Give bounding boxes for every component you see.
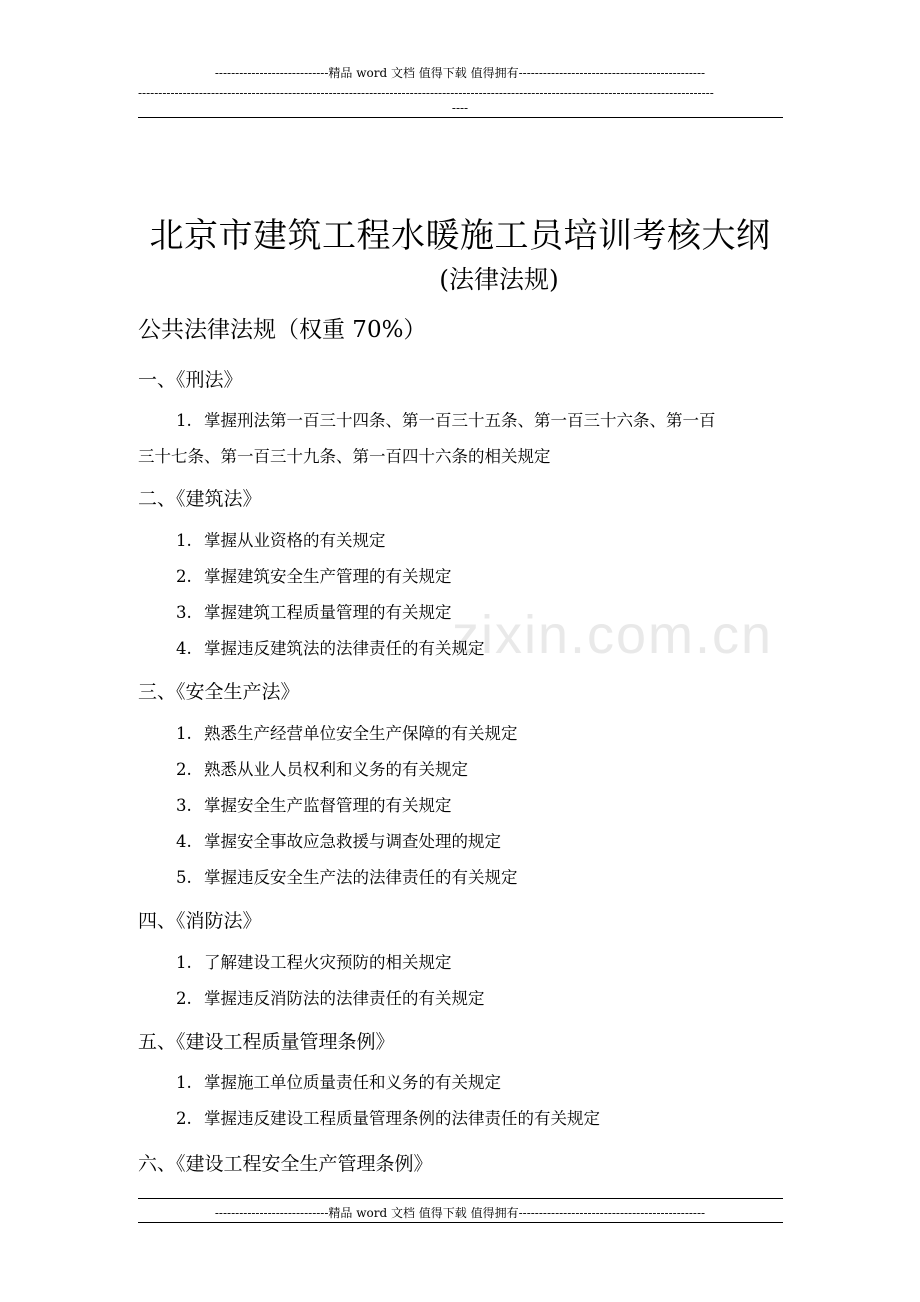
list-item [176,529,386,553]
item-text: 熟悉从业人员权利和义务的有关规定 [204,760,468,779]
item-number: 5. [176,868,192,887]
item-number: 1. [176,1073,192,1092]
item-text: 掌握建筑安全生产管理的有关规定 [204,567,452,586]
list-item [176,866,518,890]
list-item [176,758,468,782]
item-text: 了解建设工程火灾预防的相关规定 [204,953,452,972]
item-text: 掌握刑法第一百三十四条、第一百三十五条、第一百三十六条、第一百 [204,411,716,430]
item-number: 3. [176,603,192,622]
list-item [176,601,452,625]
list-item [176,1107,600,1131]
item-text: 掌握违反安全生产法的法律责任的有关规定 [204,868,518,887]
list-item [176,830,501,854]
watermark: zixin.com.cn [452,605,774,665]
item-text: 掌握从业资格的有关规定 [204,531,386,550]
footer-rule [138,1198,783,1199]
item-number: 4. [176,832,192,851]
header-banner-text: ----------------------------精品 word 文档 值得下载 值得拥有---------------------------------------------- [214,66,706,80]
item-number: 1. [176,531,192,550]
public-heading: 公共法律法规（权重 70%） [138,317,427,343]
header-dash-tail: ---- [451,101,469,115]
document-subtitle: (法律法规) [439,265,559,294]
list-item [176,1071,501,1095]
document-title: 北京市建筑工程水暖施工员培训考核大纲 [149,216,771,256]
item-text: 掌握违反建设工程质量管理条例的法律责任的有关规定 [204,1109,600,1128]
header-rule [138,117,783,118]
item-number: 2. [176,989,192,1008]
section-heading: 二、《建筑法》 [138,488,262,510]
section-heading: 六、《建设工程安全生产管理条例》 [138,1153,433,1175]
item-number: 2. [176,567,192,586]
item-number: 4. [176,639,192,658]
list-item [176,409,716,433]
item-number: 1. [176,724,192,743]
item-text: 掌握施工单位质量责任和义务的有关规定 [204,1073,501,1092]
list-item [176,987,485,1011]
section-heading: 四、《消防法》 [138,910,262,932]
item-text: 掌握违反消防法的法律责任的有关规定 [204,989,485,1008]
item-number: 2. [176,1109,192,1128]
item-number: 1. [176,411,192,430]
section-heading: 一、《刑法》 [138,369,243,391]
list-item [176,951,452,975]
footer-banner-text: ----------------------------精品 word 文档 值得下载 值得拥有---------------------------------------------- [214,1206,706,1220]
item-number: 3. [176,796,192,815]
item-text: 掌握安全事故应急救援与调查处理的规定 [204,832,501,851]
item-text-continuation: 三十七条、第一百三十九条、第一百四十六条的相关规定 [138,447,551,466]
list-item [176,637,485,661]
item-text: 熟悉生产经营单位安全生产保障的有关规定 [204,724,518,743]
header-dash-line: ---------------------------------------------------------------------------------------------------------------------------------------------- [138,86,714,100]
item-text: 掌握安全生产监督管理的有关规定 [204,796,452,815]
section-heading: 五、《建设工程质量管理条例》 [138,1031,395,1053]
section-heading: 三、《安全生产法》 [138,681,300,703]
list-item [176,794,452,818]
list-item [176,722,518,746]
item-text: 掌握违反建筑法的法律责任的有关规定 [204,639,485,658]
item-number: 2. [176,760,192,779]
item-text: 掌握建筑工程质量管理的有关规定 [204,603,452,622]
footer-rule-bottom [138,1222,783,1223]
list-item [176,565,452,589]
item-number: 1. [176,953,192,972]
